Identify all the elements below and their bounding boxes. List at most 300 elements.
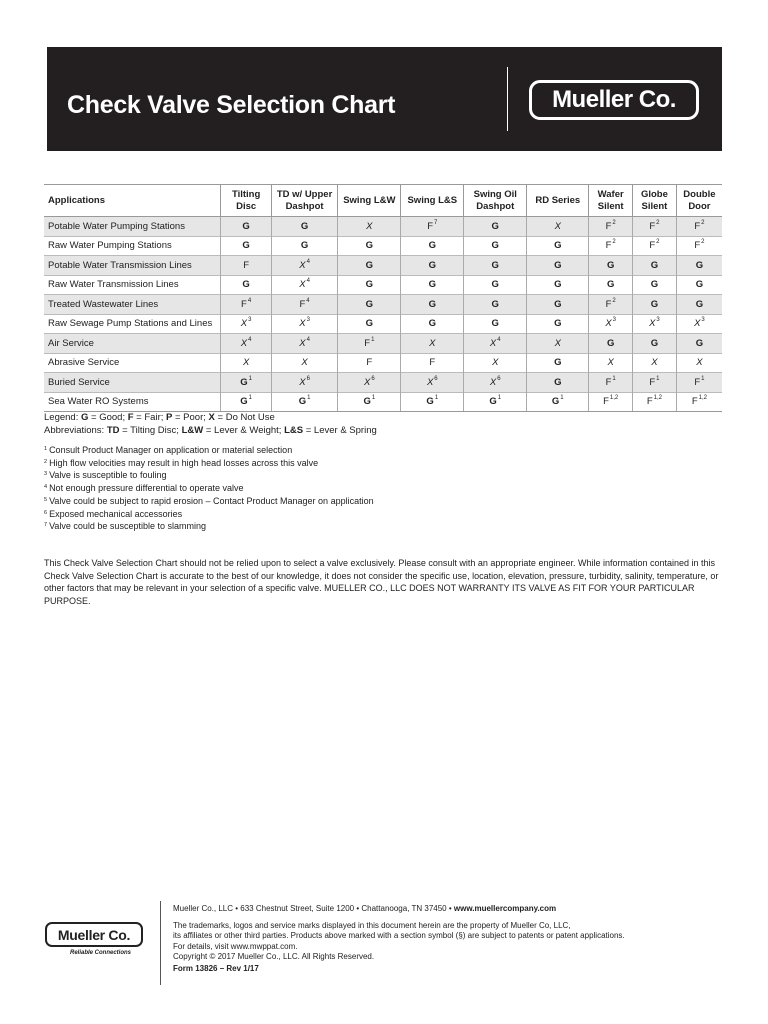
rating-cell	[589, 334, 633, 354]
footnote	[44, 457, 374, 470]
table-row	[44, 353, 722, 373]
rating-value: F	[429, 357, 436, 369]
rating-footnote: 2	[701, 239, 705, 246]
legend-f: F	[127, 412, 134, 423]
footnote-num: 2	[44, 458, 48, 465]
rating-footnote: 2	[656, 239, 660, 246]
rating-cell	[464, 217, 527, 237]
rating-footnote: 3	[656, 317, 660, 324]
footer-trademark-2: its affiliates or other third parties. Products above marked with a section symbol (§) are subject to patents or patent applications.	[173, 931, 625, 941]
rating-value: F	[243, 259, 250, 271]
application-cell: Potable Water Transmission Lines	[44, 256, 221, 276]
rating-value: F	[605, 298, 612, 310]
legend-p-text: = Poor;	[172, 412, 209, 423]
rating-value: G	[365, 279, 374, 291]
legend-f-text: = Fair;	[133, 412, 167, 423]
page-header	[47, 47, 722, 151]
rating-cell	[464, 334, 527, 354]
application-cell: Air Service	[44, 334, 221, 354]
rating-cell	[464, 314, 527, 334]
rating-value: G	[363, 396, 371, 408]
mueller-logo	[529, 80, 699, 120]
rating-cell	[464, 256, 527, 276]
rating-value: G	[242, 240, 250, 252]
table-row	[44, 236, 722, 256]
footnote	[44, 469, 374, 482]
rating-value: G	[365, 240, 374, 252]
rating-footnote: 1,2	[609, 395, 619, 402]
rating-cell	[271, 217, 338, 237]
abbr-lw: L&W	[181, 424, 204, 436]
rating-value: X	[607, 357, 614, 369]
rating-footnote: 1	[248, 395, 252, 402]
col-swing-lw: Swing L&W	[338, 185, 401, 217]
rating-value: X	[240, 337, 248, 349]
rating-value: G	[491, 318, 499, 330]
rating-value: G	[428, 259, 436, 271]
rating-value: G	[242, 220, 250, 232]
rating-value: G	[554, 376, 562, 388]
rating-value: X	[605, 318, 612, 330]
rating-value: G	[365, 318, 374, 330]
rating-cell	[676, 392, 722, 412]
rating-value: G	[491, 279, 499, 291]
rating-cell	[527, 373, 589, 393]
rating-cell	[589, 256, 633, 276]
rating-value: G	[650, 259, 659, 271]
application-cell: Sea Water RO Systems	[44, 392, 221, 412]
rating-value: G	[491, 240, 499, 252]
table-body	[44, 217, 722, 412]
col-tilting-disc: Tilting Disc	[221, 185, 271, 217]
rating-value: X	[651, 357, 658, 369]
rating-cell	[271, 275, 338, 295]
footnote-text: Not enough pressure differential to operate valve	[49, 483, 244, 494]
footnote-text: High flow velocities may result in high head losses across this valve	[49, 457, 319, 468]
col-globe-silent: Globe Silent	[633, 185, 677, 217]
rating-value: G	[428, 240, 436, 252]
rating-cell	[676, 236, 722, 256]
footnote-text: Valve is susceptible to fouling	[49, 470, 167, 481]
footnote-text: Consult Product Manager on application or material selection	[49, 445, 293, 455]
rating-footnote: 4	[306, 336, 310, 343]
rating-cell	[633, 236, 677, 256]
rating-cell	[271, 392, 338, 412]
rating-value: X	[649, 318, 656, 330]
application-cell: Raw Water Pumping Stations	[44, 236, 221, 256]
rating-cell	[589, 314, 633, 334]
rating-value: G	[554, 259, 562, 271]
rating-cell	[221, 373, 271, 393]
rating-cell	[527, 353, 589, 373]
table-row	[44, 275, 722, 295]
rating-value: G	[554, 357, 562, 369]
rating-value: G	[300, 220, 309, 232]
rating-value: G	[695, 279, 704, 291]
rating-value: G	[240, 376, 248, 388]
footer-trademark-3: For details, visit www.mwppat.com.	[173, 941, 298, 951]
rating-cell	[338, 314, 401, 334]
rating-footnote: 4	[497, 336, 501, 343]
rating-cell	[271, 353, 338, 373]
rating-value: X	[554, 337, 561, 349]
rating-cell	[401, 236, 464, 256]
rating-cell	[221, 334, 271, 354]
rating-cell	[221, 353, 271, 373]
rating-cell	[401, 275, 464, 295]
rating-value: X	[426, 376, 434, 388]
rating-value: F	[241, 298, 247, 310]
rating-footnote: 6	[371, 375, 375, 382]
rating-cell	[401, 392, 464, 412]
rating-value: X	[429, 337, 436, 349]
footer-address: Mueller Co., LLC • 633 Chestnut Street, Suite 1200 • Chattanooga, TN 37450 •	[173, 904, 454, 913]
abbr-lw-text: = Lever & Weight;	[203, 424, 285, 436]
rating-footnote: 1	[612, 375, 616, 382]
rating-footnote: 1	[307, 395, 311, 402]
application-cell: Potable Water Pumping Stations	[44, 217, 221, 237]
rating-value: G	[650, 298, 659, 310]
legend	[44, 412, 377, 437]
rating-value: G	[554, 240, 562, 252]
application-cell: Buried Service	[44, 373, 221, 393]
rating-cell	[221, 314, 271, 334]
rating-value: X	[242, 357, 250, 369]
application-cell: Raw Water Transmission Lines	[44, 275, 221, 295]
rating-cell	[338, 334, 401, 354]
legend-p: P	[166, 412, 173, 423]
rating-footnote: 2	[612, 239, 616, 246]
footnote-num: 4	[44, 484, 48, 491]
rating-value: G	[695, 298, 704, 310]
rating-cell	[338, 236, 401, 256]
rating-cell	[589, 353, 633, 373]
footnote-num: 7	[44, 522, 48, 529]
rating-cell	[401, 334, 464, 354]
rating-value: G	[242, 279, 250, 291]
footer-divider	[160, 901, 161, 985]
rating-cell	[527, 334, 589, 354]
rating-footnote: 1	[434, 395, 439, 402]
rating-value: F	[605, 220, 612, 232]
col-swing-ls: Swing L&S	[401, 185, 464, 217]
logo-text: Mueller Co.	[552, 86, 676, 113]
rating-cell	[401, 217, 464, 237]
rating-footnote: 6	[434, 375, 438, 382]
footnote-num: 1	[44, 446, 48, 452]
rating-cell	[401, 373, 464, 393]
rating-footnote: 1,2	[698, 395, 707, 402]
table-row	[44, 373, 722, 393]
rating-value: F	[364, 337, 371, 349]
rating-value: G	[554, 298, 562, 310]
rating-cell	[633, 373, 677, 393]
rating-cell	[589, 275, 633, 295]
footnote-num: 6	[44, 509, 48, 516]
footer-form-number: Form 13826 – Rev 1/17	[173, 963, 259, 973]
rating-cell	[527, 275, 589, 295]
table-row	[44, 217, 722, 237]
footnote-text: Valve could be susceptible to slamming	[49, 521, 206, 532]
rating-footnote: 4	[306, 297, 310, 304]
abbr-prefix: Abbreviations:	[44, 424, 107, 436]
rating-value: G	[428, 279, 436, 291]
col-td-upper-dashpot: TD w/ Upper Dashpot	[271, 185, 338, 217]
rating-cell	[338, 353, 401, 373]
rating-footnote: 4	[306, 278, 310, 285]
table-row	[44, 334, 722, 354]
rating-value: F	[649, 220, 656, 232]
rating-cell	[271, 373, 338, 393]
rating-cell	[633, 275, 677, 295]
rating-cell	[401, 314, 464, 334]
rating-cell	[464, 353, 527, 373]
rating-cell	[338, 392, 401, 412]
rating-footnote: 4	[248, 336, 252, 343]
rating-cell	[676, 217, 722, 237]
rating-value: F	[691, 396, 698, 408]
rating-value: G	[298, 396, 307, 408]
rating-cell	[401, 295, 464, 315]
rating-cell	[221, 295, 271, 315]
rating-footnote: 1	[560, 395, 564, 402]
rating-cell	[221, 256, 271, 276]
rating-value: X	[240, 318, 248, 330]
footnote	[44, 508, 374, 521]
rating-footnote: 1	[656, 375, 660, 382]
rating-cell	[271, 295, 338, 315]
rating-cell	[633, 392, 677, 412]
rating-value: G	[606, 337, 615, 349]
footnote	[44, 520, 374, 533]
header-divider	[507, 67, 508, 131]
rating-cell	[589, 236, 633, 256]
rating-value: G	[428, 318, 436, 330]
rating-cell	[589, 392, 633, 412]
rating-cell	[221, 217, 271, 237]
footnote	[44, 482, 374, 495]
page-title: Check Valve Selection Chart	[67, 91, 396, 119]
rating-footnote: 3	[248, 317, 252, 324]
rating-value: G	[606, 279, 615, 291]
rating-footnote: 7	[434, 219, 438, 226]
footer-mueller-logo	[45, 922, 143, 947]
rating-value: G	[695, 337, 704, 349]
table-header-row	[44, 185, 722, 217]
rating-value: G	[365, 298, 374, 310]
footer-logo-text: Mueller Co.	[57, 926, 131, 943]
rating-value: G	[695, 259, 704, 271]
col-applications: Applications	[44, 185, 221, 217]
rating-footnote: 1	[248, 375, 252, 382]
valve-selection-table	[44, 184, 722, 412]
rating-cell	[338, 217, 401, 237]
rating-footnote: 1	[497, 395, 502, 402]
legend-g-text: = Good;	[88, 412, 128, 423]
legend-prefix: Legend:	[44, 412, 81, 423]
rating-value: F	[605, 240, 612, 252]
abbr-ls-text: = Lever & Spring	[303, 424, 377, 436]
rating-footnote: 6	[306, 375, 310, 382]
rating-cell	[338, 373, 401, 393]
rating-footnote: 3	[612, 317, 617, 324]
rating-footnote: 2	[612, 219, 616, 226]
table-row	[44, 295, 722, 315]
rating-value: G	[491, 298, 499, 310]
footer-tagline: Reliable Connections	[70, 950, 132, 956]
rating-value: G	[491, 220, 499, 232]
table-row	[44, 392, 722, 412]
legend-x-text: = Do Not Use	[214, 412, 275, 423]
rating-cell	[338, 256, 401, 276]
rating-cell	[221, 275, 271, 295]
rating-value: X	[696, 357, 703, 369]
rating-value: F	[694, 240, 701, 252]
footer-address-line	[173, 904, 625, 915]
rating-value: X	[299, 279, 306, 291]
rating-cell	[221, 236, 271, 256]
rating-value: G	[554, 279, 562, 291]
col-rd-series: RD Series	[527, 185, 589, 217]
rating-footnote: 6	[497, 375, 501, 382]
rating-cell	[676, 373, 722, 393]
application-cell: Abrasive Service	[44, 353, 221, 373]
rating-cell	[464, 373, 527, 393]
rating-cell	[271, 334, 338, 354]
rating-value: G	[650, 337, 659, 349]
rating-value: X	[299, 376, 306, 388]
footnote-text: Exposed mechanical accessories	[49, 508, 183, 519]
rating-value: X	[492, 357, 499, 369]
rating-value: F	[603, 396, 609, 408]
rating-value: X	[366, 220, 373, 232]
footnote-num: 3	[44, 471, 48, 478]
rating-value: F	[649, 240, 656, 252]
rating-cell	[401, 256, 464, 276]
rating-value: F	[649, 376, 656, 388]
footnote	[44, 444, 374, 457]
table-row	[44, 314, 722, 334]
rating-cell	[676, 295, 722, 315]
rating-footnote: 2	[656, 219, 660, 226]
rating-cell	[676, 275, 722, 295]
rating-value: F	[646, 396, 653, 408]
rating-cell	[676, 256, 722, 276]
col-double-door: Double Door	[676, 185, 722, 217]
footnote-num: 5	[44, 496, 48, 503]
legend-x: X	[208, 412, 215, 423]
rating-footnote: 2	[701, 219, 705, 226]
rating-cell	[527, 295, 589, 315]
rating-cell	[401, 353, 464, 373]
rating-value: X	[554, 220, 561, 232]
rating-value: G	[428, 298, 436, 310]
rating-value: X	[299, 337, 306, 349]
rating-value: G	[365, 259, 374, 271]
rating-cell	[633, 314, 677, 334]
rating-footnote: 1	[371, 336, 375, 343]
table-row	[44, 256, 722, 276]
footer-info	[173, 904, 625, 975]
rating-footnote: 4	[306, 258, 310, 265]
rating-footnote: 1	[701, 375, 705, 382]
rating-cell	[633, 334, 677, 354]
abbreviations-line	[44, 425, 377, 438]
legend-line	[44, 412, 377, 425]
application-cell: Treated Wastewater Lines	[44, 295, 221, 315]
abbr-td: TD	[106, 424, 120, 436]
rating-value: G	[606, 259, 615, 271]
rating-cell	[589, 295, 633, 315]
rating-cell	[464, 295, 527, 315]
rating-cell	[676, 314, 722, 334]
rating-footnote: 1	[371, 395, 376, 402]
rating-cell	[338, 295, 401, 315]
rating-cell	[271, 236, 338, 256]
rating-cell	[527, 314, 589, 334]
footer-trademark-1: The trademarks, logos and service marks displayed in this document herein are the property of Mueller Co, LLC,	[173, 920, 571, 930]
col-swing-oil-dashpot: Swing Oil Dashpot	[464, 185, 527, 217]
rating-footnote: 1,2	[653, 395, 662, 402]
rating-cell	[633, 256, 677, 276]
rating-value: X	[299, 259, 306, 271]
rating-value: G	[491, 259, 499, 271]
rating-cell	[464, 236, 527, 256]
rating-cell	[633, 295, 677, 315]
rating-value: X	[299, 318, 306, 330]
rating-footnote: 2	[612, 297, 616, 304]
rating-cell	[676, 353, 722, 373]
rating-footnote: 3	[306, 317, 310, 324]
rating-value: G	[489, 396, 497, 408]
rating-value: G	[240, 396, 248, 408]
footer-website-link[interactable]: www.muellercompany.com	[453, 904, 557, 913]
footnote	[44, 495, 374, 508]
rating-footnote: 3	[701, 317, 705, 324]
rating-cell	[589, 217, 633, 237]
rating-value: F	[605, 376, 612, 388]
rating-value: F	[694, 220, 701, 232]
rating-value: G	[426, 396, 434, 408]
rating-cell	[633, 217, 677, 237]
rating-cell	[221, 392, 271, 412]
rating-footnote: 4	[247, 297, 252, 304]
rating-value: X	[301, 357, 308, 369]
rating-cell	[271, 314, 338, 334]
rating-value: F	[694, 376, 701, 388]
rating-cell	[589, 373, 633, 393]
rating-value: F	[366, 357, 373, 369]
rating-value: F	[299, 298, 306, 310]
col-wafer-silent: Wafer Silent	[589, 185, 633, 217]
rating-cell	[676, 334, 722, 354]
rating-cell	[338, 275, 401, 295]
rating-cell	[527, 236, 589, 256]
rating-cell	[464, 392, 527, 412]
rating-cell	[527, 392, 589, 412]
rating-value: F	[427, 220, 434, 232]
disclaimer: This Check Valve Selection Chart should not be relied upon to select a valve exclusively. Please consult with an appropriate engineer. While information contained in this Check Valve Selection Chart is accurate to the best of our knowledge, it does not consider the specific use, location, elevation, pressure, turbidity, salinity, temperature, or other factors that may be relevant in your selection of a specific valve. MUELLER CO., LLC DOES NOT WARRANTY ITS VALVE AS FIT FOR YOUR PARTICULAR PURPOSE.	[44, 558, 719, 606]
rating-value: X	[489, 337, 497, 349]
rating-cell	[464, 275, 527, 295]
application-cell: Raw Sewage Pump Stations and Lines	[44, 314, 221, 334]
rating-value: G	[650, 279, 659, 291]
rating-cell	[527, 217, 589, 237]
rating-value: G	[554, 318, 562, 330]
abbr-td-text: = Tilting Disc;	[119, 424, 182, 436]
rating-value: X	[363, 376, 371, 388]
rating-value: X	[694, 318, 701, 330]
